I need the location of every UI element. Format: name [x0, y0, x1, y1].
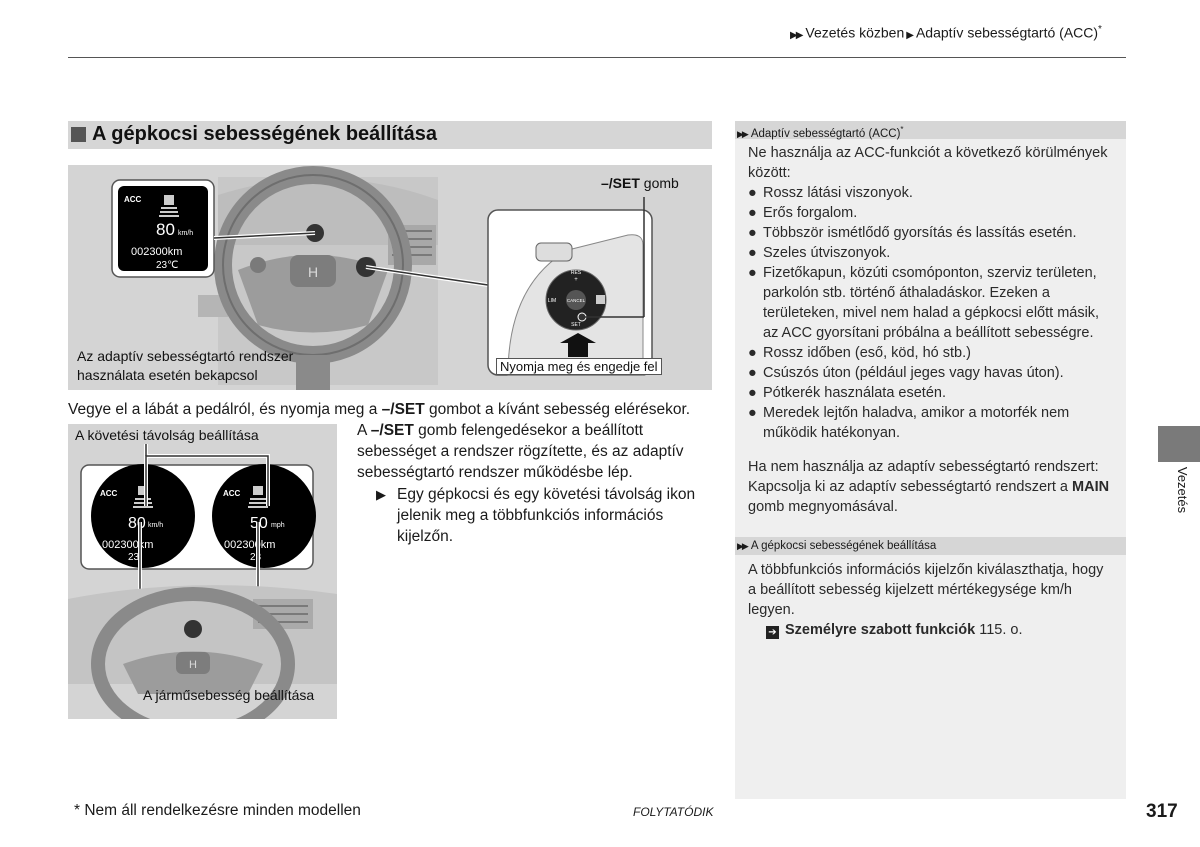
left-switch [250, 257, 266, 273]
section-title: A gépkocsi sebességének beállítása [92, 123, 437, 145]
arrow-icon: ▶ [906, 29, 914, 41]
outro-after: gomb megnyomásával. [748, 499, 898, 515]
set-button-suffix: gomb [639, 175, 679, 191]
display-units-illustration [68, 424, 337, 719]
list-item [748, 403, 1114, 443]
display-units-drawing [68, 424, 337, 719]
bullet-icon: ● [748, 225, 757, 241]
speed-note-title: A gépkocsi sebességének beállítása [750, 540, 937, 552]
list-item [748, 343, 1114, 363]
distance-icon [596, 295, 605, 304]
list-item-text: Rossz időben (eső, köd, hó stb.) [763, 345, 971, 361]
acc-note-title: Adaptív sebességtartó (ACC) [750, 127, 901, 140]
display-unit: km/h [178, 230, 194, 237]
lim-label: LIM [547, 298, 557, 304]
list-item-text: Pótkerék használata esetén. [763, 385, 946, 401]
km-acc-text: ACC [100, 489, 118, 498]
km-speed: 80 [128, 515, 146, 532]
speed-note-body [748, 560, 1114, 640]
list-item-text: Rossz látási viszonyok. [763, 185, 913, 201]
result-arrow-icon: ▶ [376, 487, 386, 502]
display-acc-text: ACC [124, 195, 142, 204]
bullet-icon: ● [748, 345, 757, 361]
figure-caption-line2: használata esetén bekapcsol [77, 367, 258, 383]
footnote: * Nem áll rendelkezésre minden modellen [74, 802, 361, 819]
list-item-text: Erős forgalom. [763, 205, 858, 221]
cancel-label: CANCEL [566, 298, 586, 303]
mph-speed: 50 [250, 515, 268, 532]
bullet-icon: ● [748, 405, 757, 421]
instruction-before: Vegye el a lábát a pedálról, és nyomja meg a [68, 401, 382, 418]
square-bullet-icon [71, 127, 86, 142]
instruction-button: –/SET [381, 401, 425, 418]
list-item [748, 243, 1114, 263]
list-item [748, 203, 1114, 223]
mph-unit: mph [271, 522, 285, 529]
list-item-text: Csúszós úton (például jeges vagy havas úton). [763, 365, 1064, 381]
chapter-tab-label[interactable]: Vezetés [1175, 466, 1190, 514]
mph-acc-text: ACC [223, 489, 241, 498]
list-item [748, 263, 1114, 343]
outro-before: Ha nem használja az adaptív sebességtartó rendszert: Kapcsolja ki az adaptív sebességtartó rendszert a [748, 459, 1099, 495]
list-item [748, 223, 1114, 243]
list-item [748, 183, 1114, 203]
bullet-icon: ● [748, 245, 757, 261]
para2-button: –/SET [370, 422, 414, 439]
instruction-text [68, 399, 690, 420]
list-item [748, 363, 1114, 383]
bullet-icon: ● [748, 365, 757, 381]
acc-note-mark: * [900, 125, 904, 134]
honda-logo: H [307, 264, 319, 280]
header-divider [68, 57, 1126, 58]
acc-note-outro [748, 457, 1114, 517]
display-speed: 80 [156, 220, 175, 239]
speed-note-heading [735, 537, 1126, 555]
mph-temp: 23 [250, 552, 262, 563]
main-button-name: MAIN [1072, 479, 1110, 495]
figure-caption [77, 347, 337, 385]
display-temp: 23℃ [156, 260, 179, 271]
speed-note-text: A többfunkciós információs kijelzőn kiválaszthatja, hogy a beállított sebesség kijelzett mértékegysége km/h legyen. [748, 562, 1104, 618]
set-release-paragraph [357, 420, 712, 483]
para3-text: Egy gépkocsi és egy követési távolság ikon jelenik meg a többfunkciós információs kijelzőn. [397, 486, 696, 545]
icon-appears-paragraph [376, 484, 712, 547]
acc-conditions-list [748, 183, 1114, 443]
set-label: SET [571, 322, 581, 328]
figure-caption-line1: Az adaptív sebességtartó rendszer [77, 348, 294, 364]
push-release-label: Nyomja meg és engedje fel [496, 358, 662, 375]
breadcrumb [790, 24, 1102, 41]
list-item-text: Többször ismétlődő gyorsítás és lassítás esetén. [763, 225, 1077, 241]
cluster-highlight-dot [184, 620, 202, 638]
reference-arrow-icon: ➔ [766, 626, 779, 639]
steering-wheel-illustration [68, 165, 712, 390]
note-arrow-icon: ▶▶ [737, 128, 747, 139]
km-odometer: 002300km [102, 539, 154, 551]
side-notes-panel [735, 121, 1126, 799]
km-unit: km/h [148, 522, 164, 529]
reference-link[interactable]: Személyre szabott funkciók [785, 622, 976, 638]
bullet-icon: ● [748, 265, 757, 281]
double-arrow-icon: ▶▶ [790, 29, 802, 41]
vehicle-speed-label: A járműsebesség beállítása [143, 687, 315, 703]
para2-before: A [357, 422, 371, 439]
section-heading [68, 121, 712, 149]
res-plus-label: + [574, 277, 578, 283]
set-button-name: –/SET [601, 175, 640, 191]
instruction-after: gombot a kívánt sebesség elérésekor. [424, 401, 691, 418]
set-button-callout [601, 175, 679, 191]
list-item-text: Fizetőkapun, közúti csomóponton, szerviz területen, parkolón stb. történő áthaladáskor. Ezeken a területeken, mivel nem halad a gépkocsi előtt másik, az ACC gyorsítani próbálna a beállított sebességre. [763, 265, 1100, 341]
para2-after: gomb felengedésekor a beállított sebességet a rendszer rögzítette, és az adaptív sebességtartó rendszer működésbe lép. [357, 422, 684, 481]
acc-note-intro: Ne használja az ACC-funkciót a következő körülmények között: [748, 145, 1108, 181]
list-item-text: Szeles útviszonyok. [763, 245, 891, 261]
acc-note-heading [735, 121, 1126, 139]
note-arrow-icon: ▶▶ [737, 541, 747, 551]
continues-label: FOLYTATÓDIK [633, 805, 714, 819]
breadcrumb-item-driving[interactable]: Vezetés közben [805, 24, 905, 41]
bullet-icon: ● [748, 385, 757, 401]
km-temp: 23 [128, 552, 140, 563]
bullet-icon: ● [748, 185, 757, 201]
list-item-text: Meredek lejtőn haladva, amikor a motorfék nem működik hatékonyan. [763, 405, 1070, 441]
reference-page: 115. o. [975, 622, 1023, 638]
display-odometer: 002300km [131, 246, 183, 258]
car-icon [164, 195, 174, 205]
res-label: RES [570, 270, 582, 276]
breadcrumb-item-acc[interactable]: Adaptív sebességtartó (ACC) [915, 24, 1099, 41]
cross-reference[interactable] [748, 620, 1114, 640]
footnote-mark: * [1098, 24, 1102, 35]
small-honda-logo: H [189, 659, 197, 671]
mph-odometer: 002300km [224, 539, 276, 551]
following-distance-label: A követési távolság beállítása [75, 427, 259, 443]
list-item [748, 383, 1114, 403]
acc-note-body [748, 143, 1114, 517]
bullet-icon: ● [748, 205, 757, 221]
upper-button [536, 243, 572, 261]
mph-car-icon [253, 486, 263, 495]
page-number: 317 [1146, 801, 1178, 822]
